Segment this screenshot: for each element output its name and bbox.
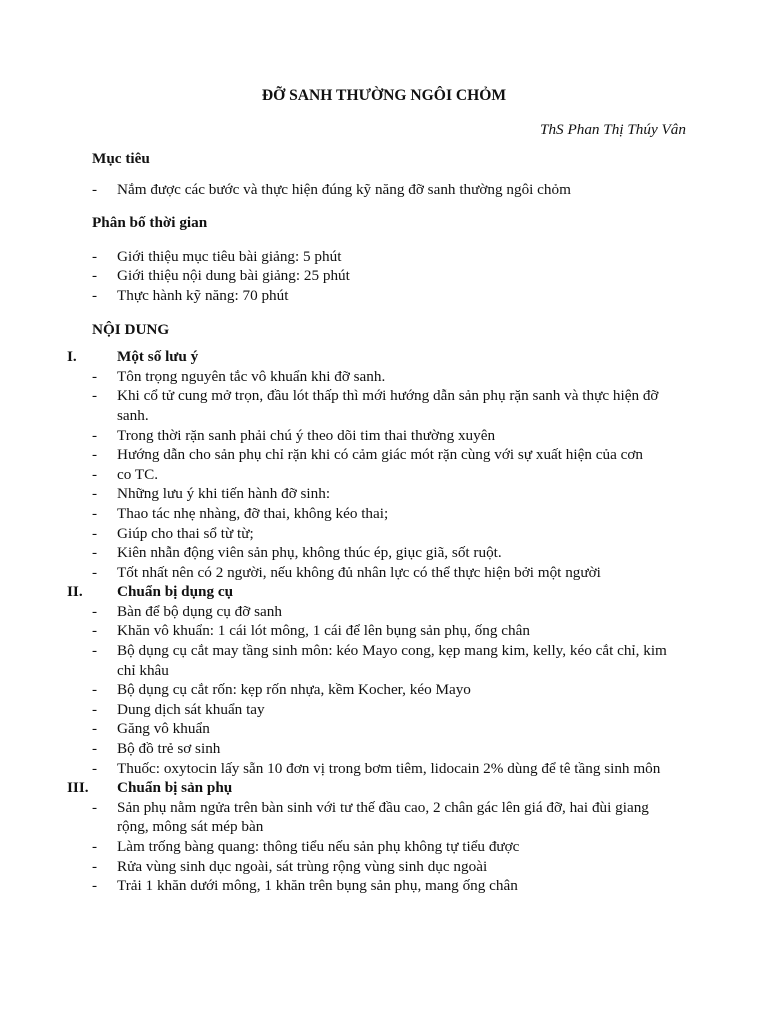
section-heading <box>67 582 682 602</box>
list-item <box>92 759 682 779</box>
list-item-text: Giới thiệu nội dung bài giảng: 25 phút <box>117 267 350 285</box>
list-item <box>92 876 682 896</box>
bullet-dash: - <box>92 267 98 285</box>
list-item-text: Bộ dụng cụ cắt rốn: kẹp rốn nhựa, kềm Kocher, kéo Mayo <box>117 681 471 699</box>
bullet-dash: - <box>92 602 98 620</box>
list-item <box>92 680 682 700</box>
document-title: ĐỠ SANH THƯỜNG NGÔI CHỎM <box>261 87 507 104</box>
list-item <box>92 543 682 563</box>
list-item-text: Bộ đồ trẻ sơ sinh <box>117 740 221 758</box>
bullet-dash: - <box>92 759 98 777</box>
bullet-dash: - <box>92 798 98 816</box>
bullet-dash: - <box>92 465 98 483</box>
content-heading: NỘI DUNG <box>92 320 170 338</box>
list-item <box>92 524 682 544</box>
section-list <box>92 602 682 778</box>
list-item <box>92 445 682 465</box>
bullet-dash: - <box>92 544 98 562</box>
list-item <box>92 386 682 425</box>
bullet-dash: - <box>92 387 98 405</box>
bullet-dash: - <box>92 485 98 503</box>
bullet-dash: - <box>92 247 98 265</box>
list-item <box>92 367 682 387</box>
list-item-text: Dung dịch sát khuẩn tay <box>117 700 265 718</box>
bullet-dash: - <box>92 446 98 464</box>
list-item-text: Trải 1 khăn dưới mông, 1 khăn trên bụng sản phụ, mang ống chân <box>117 877 518 895</box>
bullet-dash: - <box>92 367 98 385</box>
list-item-text: Khi cổ tử cung mở trọn, đầu lót thấp thì mới hướng dẫn sản phụ rặn sanh và thực hiện đỡ sanh. <box>117 387 659 424</box>
objectives-list <box>92 180 682 200</box>
list-item-text: Sản phụ nằm ngửa trên bàn sinh với tư thế đầu cao, 2 chân gác lên giá đỡ, hai đùi giang rộng, mông sát mép bàn <box>117 798 649 836</box>
bullet-dash: - <box>92 681 98 699</box>
bullet-dash: - <box>92 504 98 522</box>
list-item-text: Làm trống bàng quang: thông tiểu nếu sản phụ không tự tiểu được <box>117 838 520 855</box>
time-heading: Phân bố thời gian <box>92 214 208 232</box>
list-item <box>92 602 682 622</box>
list-item-text: Thao tác nhẹ nhàng, đỡ thai, không kéo thai; <box>117 504 389 522</box>
bullet-dash: - <box>92 700 98 718</box>
list-item-text: Giúp cho thai sổ từ từ; <box>117 524 254 542</box>
list-item <box>92 180 682 200</box>
list-item-text: Kiên nhẫn động viên sản phụ, không thúc ép, giục giã, sốt ruột. <box>117 544 502 562</box>
bullet-dash: - <box>92 838 98 855</box>
list-item-text: Giới thiệu mục tiêu bài giảng: 5 phút <box>117 247 342 265</box>
bullet-dash: - <box>92 563 98 581</box>
list-item <box>92 504 682 524</box>
list-item-text: Bàn để bộ dụng cụ đỡ sanh <box>117 602 282 620</box>
bullet-dash: - <box>92 877 98 895</box>
section-list <box>92 798 682 896</box>
list-item <box>92 621 682 641</box>
list-item <box>92 247 682 267</box>
bullet-dash: - <box>92 642 98 660</box>
bullet-dash: - <box>92 622 98 640</box>
list-item <box>92 484 682 504</box>
author-name: ThS Phan Thị Thúy Vân <box>540 121 686 138</box>
list-item-text: Nắm được các bước và thực hiện đúng kỹ năng đỡ sanh thường ngôi chỏm <box>117 180 571 198</box>
objectives-heading: Mục tiêu <box>92 150 150 167</box>
list-item-text: Những lưu ý khi tiến hành đỡ sinh: <box>117 485 331 503</box>
section-title: Chuẩn bị sản phụ <box>117 779 233 797</box>
section-number: III. <box>67 779 89 797</box>
sections <box>67 347 682 896</box>
list-item <box>92 798 682 837</box>
list-item <box>92 266 682 286</box>
bullet-dash: - <box>92 740 98 758</box>
list-item <box>92 641 682 680</box>
section-heading <box>67 778 682 798</box>
bullet-dash: - <box>92 720 98 738</box>
list-item-text: Hướng dẫn cho sản phụ chỉ rặn khi có cảm giác mót rặn cùng với sự xuất hiện của cơn <box>117 446 643 464</box>
list-item <box>92 426 682 446</box>
list-item-text: co TC. <box>117 465 159 483</box>
list-item <box>92 465 682 485</box>
bullet-dash: - <box>92 857 98 875</box>
list-item-text: Tôn trọng nguyên tắc vô khuẩn khi đỡ sanh. <box>117 367 386 385</box>
list-item <box>92 563 682 583</box>
list-item-text: Thuốc: oxytocin lấy sẵn 10 đơn vị trong bơm tiêm, lidocain 2% dùng để tê tầng sinh môn <box>117 759 661 777</box>
section-number: I. <box>67 348 77 366</box>
list-item <box>92 719 682 739</box>
section-title: Một số lưu ý <box>117 348 199 366</box>
bullet-dash: - <box>92 180 98 198</box>
list-item-text: Găng vô khuẩn <box>117 720 210 738</box>
bullet-dash: - <box>92 524 98 542</box>
list-item <box>92 286 682 306</box>
section-heading <box>67 347 682 367</box>
section-title: Chuẩn bị dụng cụ <box>117 583 234 601</box>
bullet-dash: - <box>92 286 98 304</box>
list-item-text: Trong thời rặn sanh phải chú ý theo dõi tim thai thường xuyên <box>117 426 496 444</box>
list-item <box>92 739 682 759</box>
section-number: II. <box>67 583 83 601</box>
list-item-text: Khăn vô khuẩn: 1 cái lót mông, 1 cái để lên bụng sản phụ, ống chân <box>117 622 530 640</box>
list-item <box>92 700 682 720</box>
list-item <box>92 857 682 877</box>
list-item-text: Rửa vùng sinh dục ngoài, sát trùng rộng vùng sinh dục ngoài <box>117 857 488 875</box>
list-item <box>92 837 682 857</box>
list-item-text: Bộ dụng cụ cắt may tầng sinh môn: kéo Mayo cong, kẹp mang kim, kelly, kéo cắt chỉ, kim chỉ khâu <box>117 642 667 679</box>
section-list <box>92 367 682 583</box>
bullet-dash: - <box>92 426 98 444</box>
list-item-text: Tốt nhất nên có 2 người, nếu không đủ nhân lực có thể thực hiện bởi một người <box>117 563 601 581</box>
document-body <box>67 149 682 896</box>
time-list <box>92 247 682 306</box>
list-item-text: Thực hành kỹ năng: 70 phút <box>117 286 289 304</box>
